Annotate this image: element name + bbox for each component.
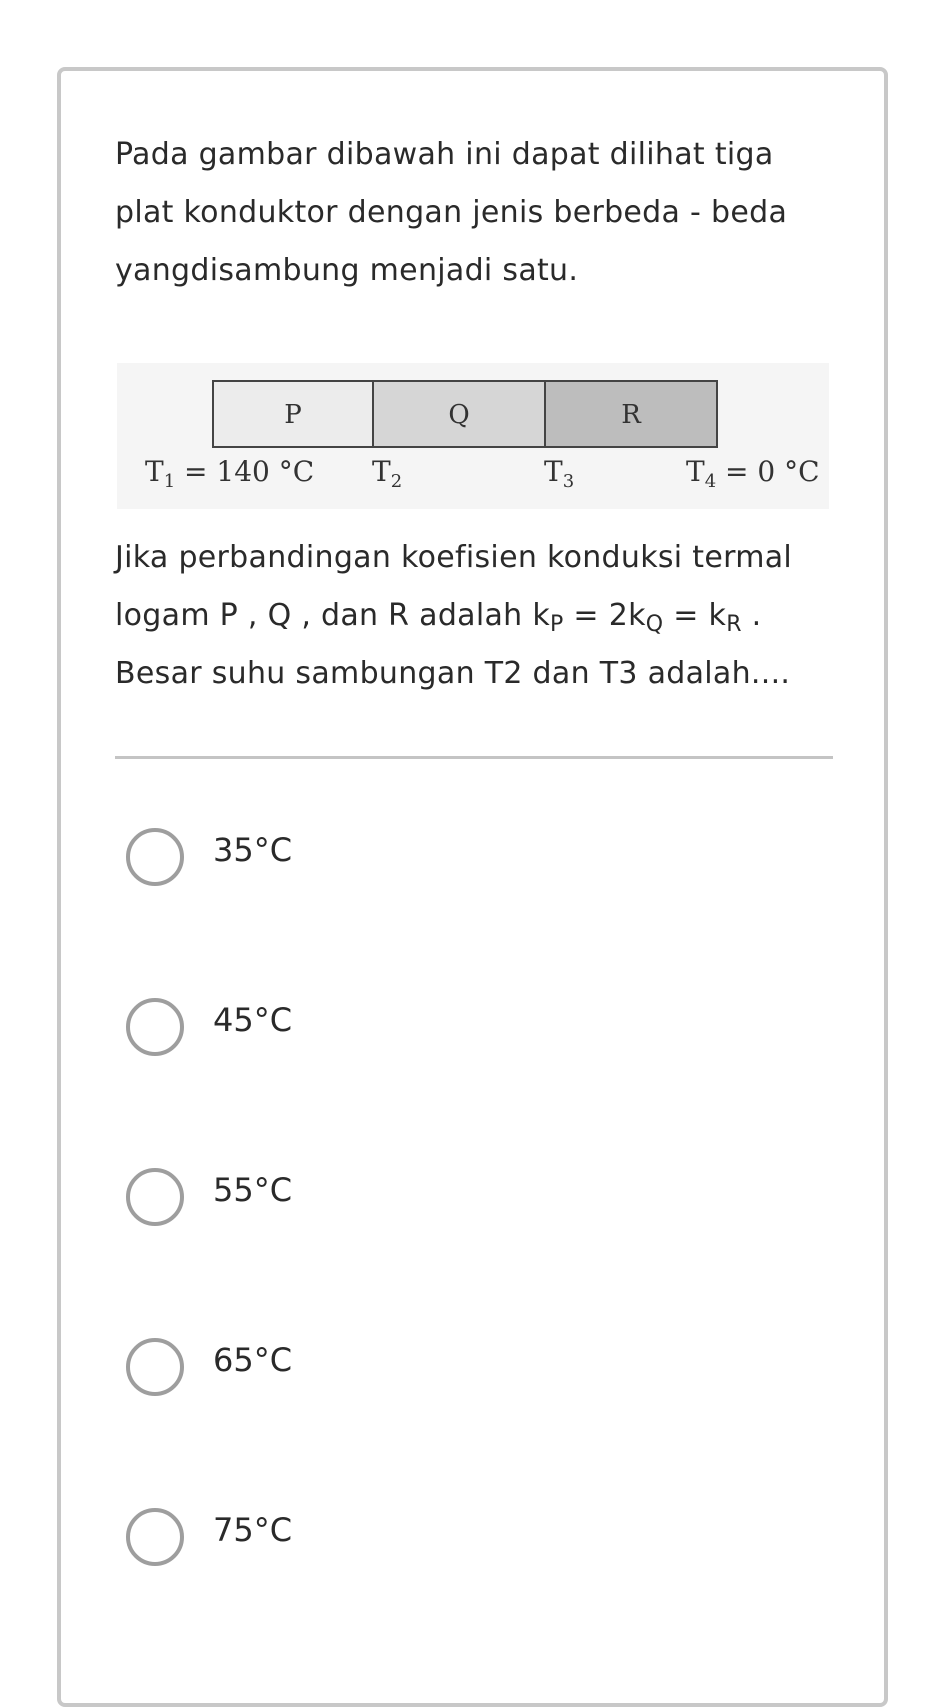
option-a-label: 35°C (213, 831, 293, 869)
option-d-label: 65°C (213, 1341, 293, 1379)
divider (115, 756, 833, 759)
option-c-label: 55°C (213, 1171, 293, 1209)
plate-label-r: R (621, 400, 641, 430)
conductor-plates-diagram (117, 363, 829, 509)
radio-e[interactable] (126, 1508, 184, 1566)
option-e-label: 75°C (213, 1511, 293, 1549)
t3-label: $T_3$ (544, 455, 575, 492)
radio-d[interactable] (126, 1338, 184, 1396)
t1-label: $T_1 = 140$ °C (145, 455, 315, 492)
conductor-plates-figure (117, 363, 829, 509)
option-e[interactable] (126, 1508, 806, 1578)
option-d[interactable] (126, 1338, 806, 1408)
question-intro: Pada gambar dibawah ini dapat dilihat tiga plat konduktor dengan jenis berbeda - beda yangdisambung menjadi satu. (115, 137, 788, 288)
option-c[interactable] (126, 1168, 806, 1238)
plate-label-q: Q (448, 400, 470, 430)
radio-c[interactable] (126, 1168, 184, 1226)
t2-label: $T_2$ (372, 455, 403, 492)
option-b-label: 45°C (213, 1001, 293, 1039)
option-b[interactable] (126, 998, 806, 1068)
question-ratio-text: Jika perbandingan koefisien konduksi termal logam P , Q , dan R adalah $k_P = 2k_Q = k_R$ . Besar suhu sambungan T2 dan T3 adalah.... (115, 540, 793, 691)
t4-label: $T_4 = 0$ °C (686, 455, 820, 492)
radio-a[interactable] (126, 828, 184, 886)
option-a[interactable] (126, 828, 806, 898)
plate-label-p: P (284, 400, 302, 430)
radio-b[interactable] (126, 998, 184, 1056)
